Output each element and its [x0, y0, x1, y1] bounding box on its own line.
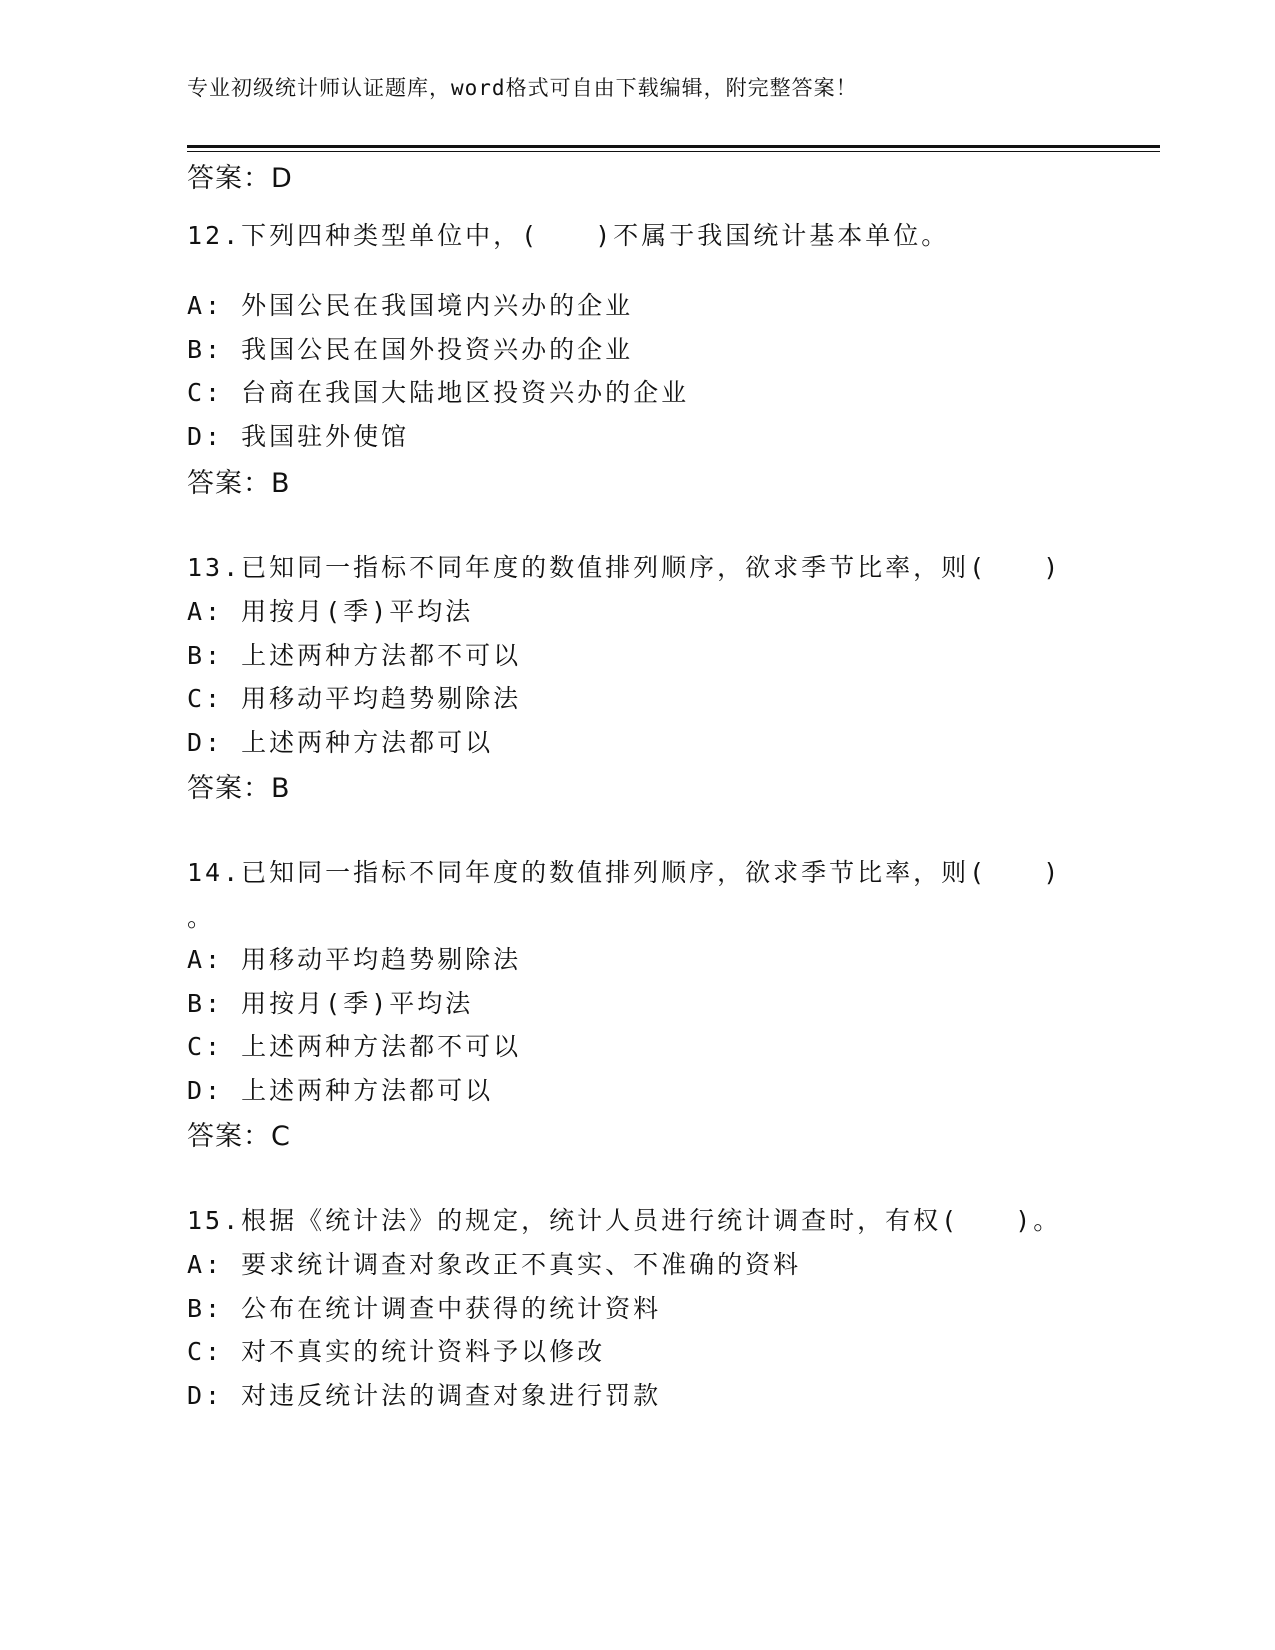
question-14-option-d: D: 上述两种方法都可以 — [187, 1076, 494, 1105]
question-14-option-b: B: 用按月(季)平均法 — [187, 989, 474, 1018]
question-13-option-b: B: 上述两种方法都不可以 — [187, 641, 522, 670]
answer-q13: 答案：B — [187, 773, 291, 804]
question-15-stem: 15.根据《统计法》的规定，统计人员进行统计调查时，有权( )。 — [187, 1206, 1062, 1235]
question-13-option-a: A: 用按月(季)平均法 — [187, 597, 474, 626]
question-12-stem: 12.下列四种类型单位中，( )不属于我国统计基本单位。 — [187, 221, 950, 250]
question-12-option-a: A: 外国公民在我国境内兴办的企业 — [187, 291, 634, 320]
question-15-option-d: D: 对违反统计法的调查对象进行罚款 — [187, 1381, 662, 1410]
question-12-option-b: B: 我国公民在国外投资兴办的企业 — [187, 335, 634, 364]
question-12-option-d: D: 我国驻外使馆 — [187, 422, 410, 451]
question-14-option-a: A: 用移动平均趋势剔除法 — [187, 945, 522, 974]
question-13-option-d: D: 上述两种方法都可以 — [187, 728, 494, 757]
question-12-option-c: C: 台商在我国大陆地区投资兴办的企业 — [187, 378, 690, 407]
answer-q14: 答案：C — [187, 1121, 291, 1152]
header-rule-thick — [187, 145, 1160, 148]
question-15-option-a: A: 要求统计调查对象改正不真实、不准确的资料 — [187, 1250, 802, 1279]
page-header: 专业初级统计师认证题库，word格式可自由下载编辑，附完整答案！ — [187, 76, 858, 100]
question-14-option-c: C: 上述两种方法都不可以 — [187, 1032, 522, 1061]
question-13-option-c: C: 用移动平均趋势剔除法 — [187, 684, 522, 713]
question-15-option-b: B: 公布在统计调查中获得的统计资料 — [187, 1294, 662, 1323]
question-13-stem: 13.已知同一指标不同年度的数值排列顺序，欲求季节比率，则( ) — [187, 553, 1062, 582]
answer-q11: 答案：D — [187, 163, 293, 194]
answer-q12: 答案：B — [187, 468, 291, 499]
question-14-stem: 14.已知同一指标不同年度的数值排列顺序，欲求季节比率，则( ) — [187, 858, 1062, 887]
question-15-option-c: C: 对不真实的统计资料予以修改 — [187, 1337, 606, 1366]
question-14-stem-continuation: 。 — [187, 903, 216, 932]
header-rule-thin — [187, 151, 1160, 152]
